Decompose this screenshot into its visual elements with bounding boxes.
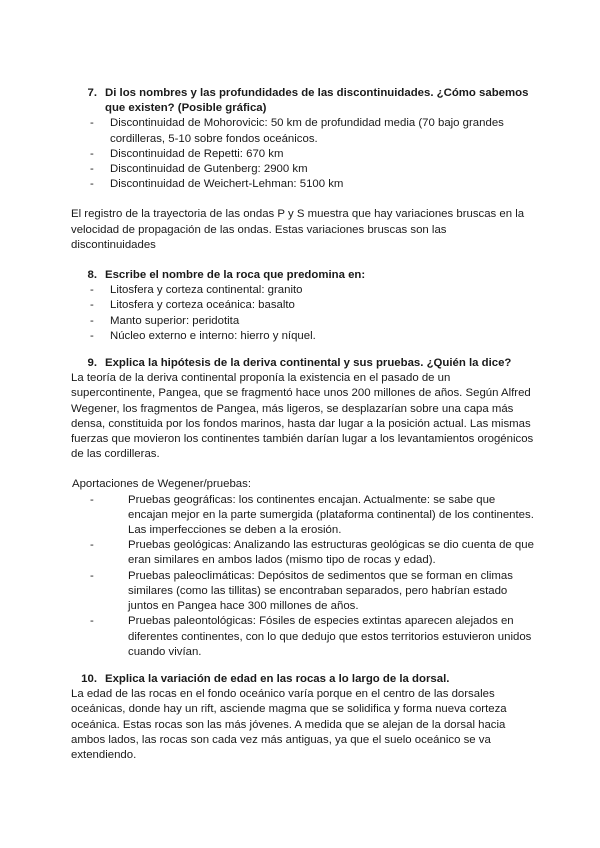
- list-item: - Discontinuidad de Mohorovicic: 50 km de profundidad media (70 bajo grandes cordilleras, 5-10 sobre fondos oceánicos.: [72, 116, 534, 146]
- question-9-heading: [72, 356, 534, 371]
- dash-bullet: -: [90, 569, 94, 582]
- dash-bullet: -: [90, 163, 94, 176]
- question-7-heading: [72, 86, 534, 116]
- dash-bullet: -: [90, 299, 94, 312]
- question-8-list: [72, 283, 534, 344]
- question-8-heading: [72, 268, 534, 283]
- list-item: - Discontinuidad de Repetti: 670 km: [72, 147, 534, 162]
- question-title: Di los nombres y las profundidades de las discontinuidades. ¿Cómo sabemos que existen? (Posible gráfica): [105, 87, 529, 115]
- list-item: - Discontinuidad de Weichert-Lehman: 5100 km: [72, 177, 534, 192]
- list-item: - Litosfera y corteza continental: granito: [72, 283, 534, 298]
- document-page: [72, 86, 534, 763]
- list-item: - Pruebas geográficas: los continentes encajan. Actualmente: se sabe que encajan mejor en la parte sumergida (plataforma continental) de los continentes. Las imperfecciones se deben a la erosión.: [72, 493, 534, 539]
- list-item: - Pruebas geológicas: Analizando las estructuras geológicas se dio cuenta de que eran similares en ambos lados (mismo tipo de rocas y edad).: [72, 538, 534, 568]
- dash-bullet: -: [90, 284, 94, 297]
- question-7-paragraph: El registro de la trayectoria de las ondas P y S muestra que hay variaciones bruscas en la velocidad de propagación de las ondas. Estas variaciones bruscas son las discontinuidades: [71, 208, 525, 251]
- question-9-subheading: Aportaciones de Wegener/pruebas:: [72, 478, 251, 491]
- dash-bullet: -: [90, 539, 94, 552]
- question-9-list: [72, 493, 534, 660]
- question-number: 7.: [87, 87, 97, 99]
- question-title: Escribe el nombre de la roca que predomina en:: [105, 269, 366, 282]
- question-10-heading: [72, 672, 534, 687]
- question-9-paragraph: La teoría de la deriva continental proponía la existencia en el pasado de un supercontinente, Pangea, que se fragmentó hace unos 200 millones de años. Según Alfred Wegener, los fragmentos de Pangea, más ligeros, se desplazarían sobre una capa más densa, constituida por los fondos marinos, hasta dar lugar a la posición actual. Las mismas fuerzas que movieron los continentes también darían lugar a los levantamientos orogénicos de las cordilleras.: [71, 372, 534, 461]
- list-item: - Litosfera y corteza oceánica: basalto: [72, 298, 534, 313]
- question-number: 9.: [87, 357, 97, 370]
- question-7-list: [72, 116, 534, 192]
- dash-bullet: -: [90, 117, 94, 130]
- question-10-paragraph: La edad de las rocas en el fondo oceánico varía porque en el centro de las dorsales oceánicas, donde hay un rift, asciende magma que se solidifica y forma nueva corteza oceánica. Estas rocas son las más jóvenes. A medida que se alejan de la dorsal hacia ambos lados, las rocas son cada vez más antiguas, ya que el suelo oceánico se va extendiendo.: [71, 688, 507, 761]
- question-title: Explica la variación de edad en las rocas a lo largo de la dorsal.: [105, 672, 450, 685]
- dash-bullet: -: [90, 314, 94, 327]
- question-number: 10.: [81, 672, 97, 685]
- question-title: Explica la hipótesis de la deriva continental y sus pruebas. ¿Quién la dice?: [105, 357, 512, 370]
- dash-bullet: -: [90, 329, 94, 342]
- list-item: - Pruebas paleoclimáticas: Depósitos de sedimentos que se forman en climas similares (como las tillitas) se encontraban separados, pero habrían estado juntos en Pangea hace 300 millones de años.: [72, 569, 534, 615]
- dash-bullet: -: [90, 615, 94, 628]
- dash-bullet: -: [90, 147, 94, 160]
- list-item: - Pruebas paleontológicas: Fósiles de especies extintas aparecen alejados en diferentes continentes, con lo que dedujo que estos territorios estuvieron unidos cuando vivían.: [72, 614, 534, 660]
- list-item: - Manto superior: peridotita: [72, 314, 534, 329]
- question-number: 8.: [87, 269, 97, 282]
- dash-bullet: -: [90, 493, 94, 506]
- list-item: - Núcleo externo e interno: hierro y níquel.: [72, 329, 534, 344]
- list-item: - Discontinuidad de Gutenberg: 2900 km: [72, 162, 534, 177]
- dash-bullet: -: [90, 178, 94, 191]
